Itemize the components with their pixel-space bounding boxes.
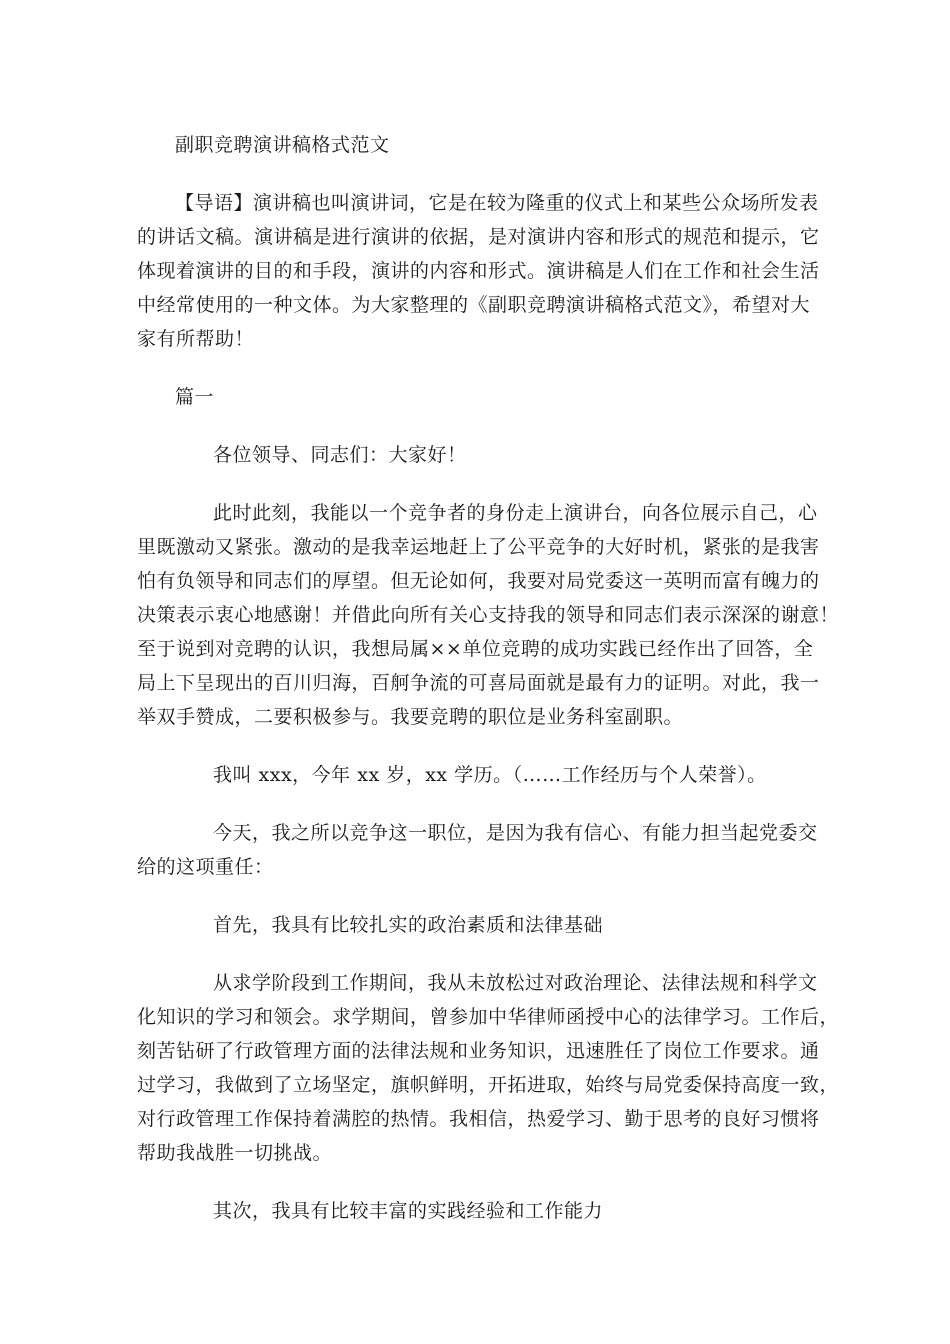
spacer [137,162,817,186]
spacer [137,414,817,438]
intro-line: 的讲话文稿。演讲稿是进行演讲的依据，是对演讲内容和形式的规范和提示，它 [137,226,820,248]
body-paragraph-1 [137,496,840,734]
body-line: 里既激动又紧张。激动的是我幸运地赶上了公平竞争的大好时机，紧张的是我害 [137,536,820,558]
body-line: 局上下呈现出的百川归海，百舸争流的可喜局面就是最有力的证明。对此，我一 [137,672,820,694]
body-line: 给的这项重任： [137,856,274,878]
spacer [137,792,817,816]
intro-line: 体现着演讲的目的和手段，演讲的内容和形式。演讲稿是人们在工作和社会生活 [137,260,820,282]
body-line: 刻苦钻研了行政管理方面的法律法规和业务知识，迅速胜任了岗位工作要求。通 [137,1040,820,1062]
body-paragraph-2: 我叫 xxx，今年 xx 岁，xx 学历。（……工作经历与个人荣誉）。 [213,764,767,786]
intro-line: 【导语】演讲稿也叫演讲词，它是在较为隆重的仪式上和某些公众场所发表 [175,192,819,214]
body-line: 至于说到对竞聘的认识，我想局属××单位竞聘的成功实践已经作出了回答，全 [137,638,814,660]
intro-line: 中经常使用的一种文体。为大家整理的《副职竞聘演讲稿格式范文》，希望对大 [137,294,811,316]
section-label: 篇一 [175,386,215,408]
spacer [137,356,817,380]
section-heading-1: 首先，我具有比较扎实的政治素质和法律基础 [213,914,604,936]
body-line: 帮助我战胜一切挑战。 [137,1142,333,1164]
body-line: 决策表示衷心地感谢！并借此向所有关心支持我的领导和同志们表示深深的谢意！ [137,604,840,626]
body-line: 举双手赞成，二要积极参与。我要竞聘的职位是业务科室副职。 [137,706,684,728]
body-line: 怕有负领导和同志们的厚望。但无论如何，我要对局党委这一英明而富有魄力的 [137,570,820,592]
body-line: 过学习，我做到了立场坚定，旗帜鲜明，开拓进取，始终与局党委保持高度一致， [137,1074,840,1096]
spacer [137,884,817,908]
body-line: 从求学阶段到工作期间，我从未放松过对政治理论、法律法规和科学文 [213,972,818,994]
spacer [137,472,817,496]
body-paragraph-3 [137,816,817,884]
greeting: 各位领导、同志们：大家好！ [213,444,467,466]
document-page [137,128,840,1228]
document-title: 副职竞聘演讲稿格式范文 [175,134,390,156]
spacer [137,942,817,966]
spacer [137,1170,817,1194]
body-line: 对行政管理工作保持着满腔的热情。我相信，热爱学习、勤于思考的良好习惯将 [137,1108,820,1130]
body-line: 今天，我之所以竞争这一职位，是因为我有信心、有能力担当起党委交 [213,822,818,844]
body-paragraph-4 [137,966,840,1170]
intro-line: 家有所帮助！ [137,328,255,350]
body-line: 化知识的学习和领会。求学期间，曾参加中华律师函授中心的法律学习。工作后， [137,1006,840,1028]
section-heading-2: 其次，我具有比较丰富的实践经验和工作能力 [213,1200,604,1222]
intro-paragraph [137,186,820,356]
spacer [137,734,817,758]
body-line: 此时此刻，我能以一个竞争者的身份走上演讲台，向各位展示自己，心 [213,502,818,524]
